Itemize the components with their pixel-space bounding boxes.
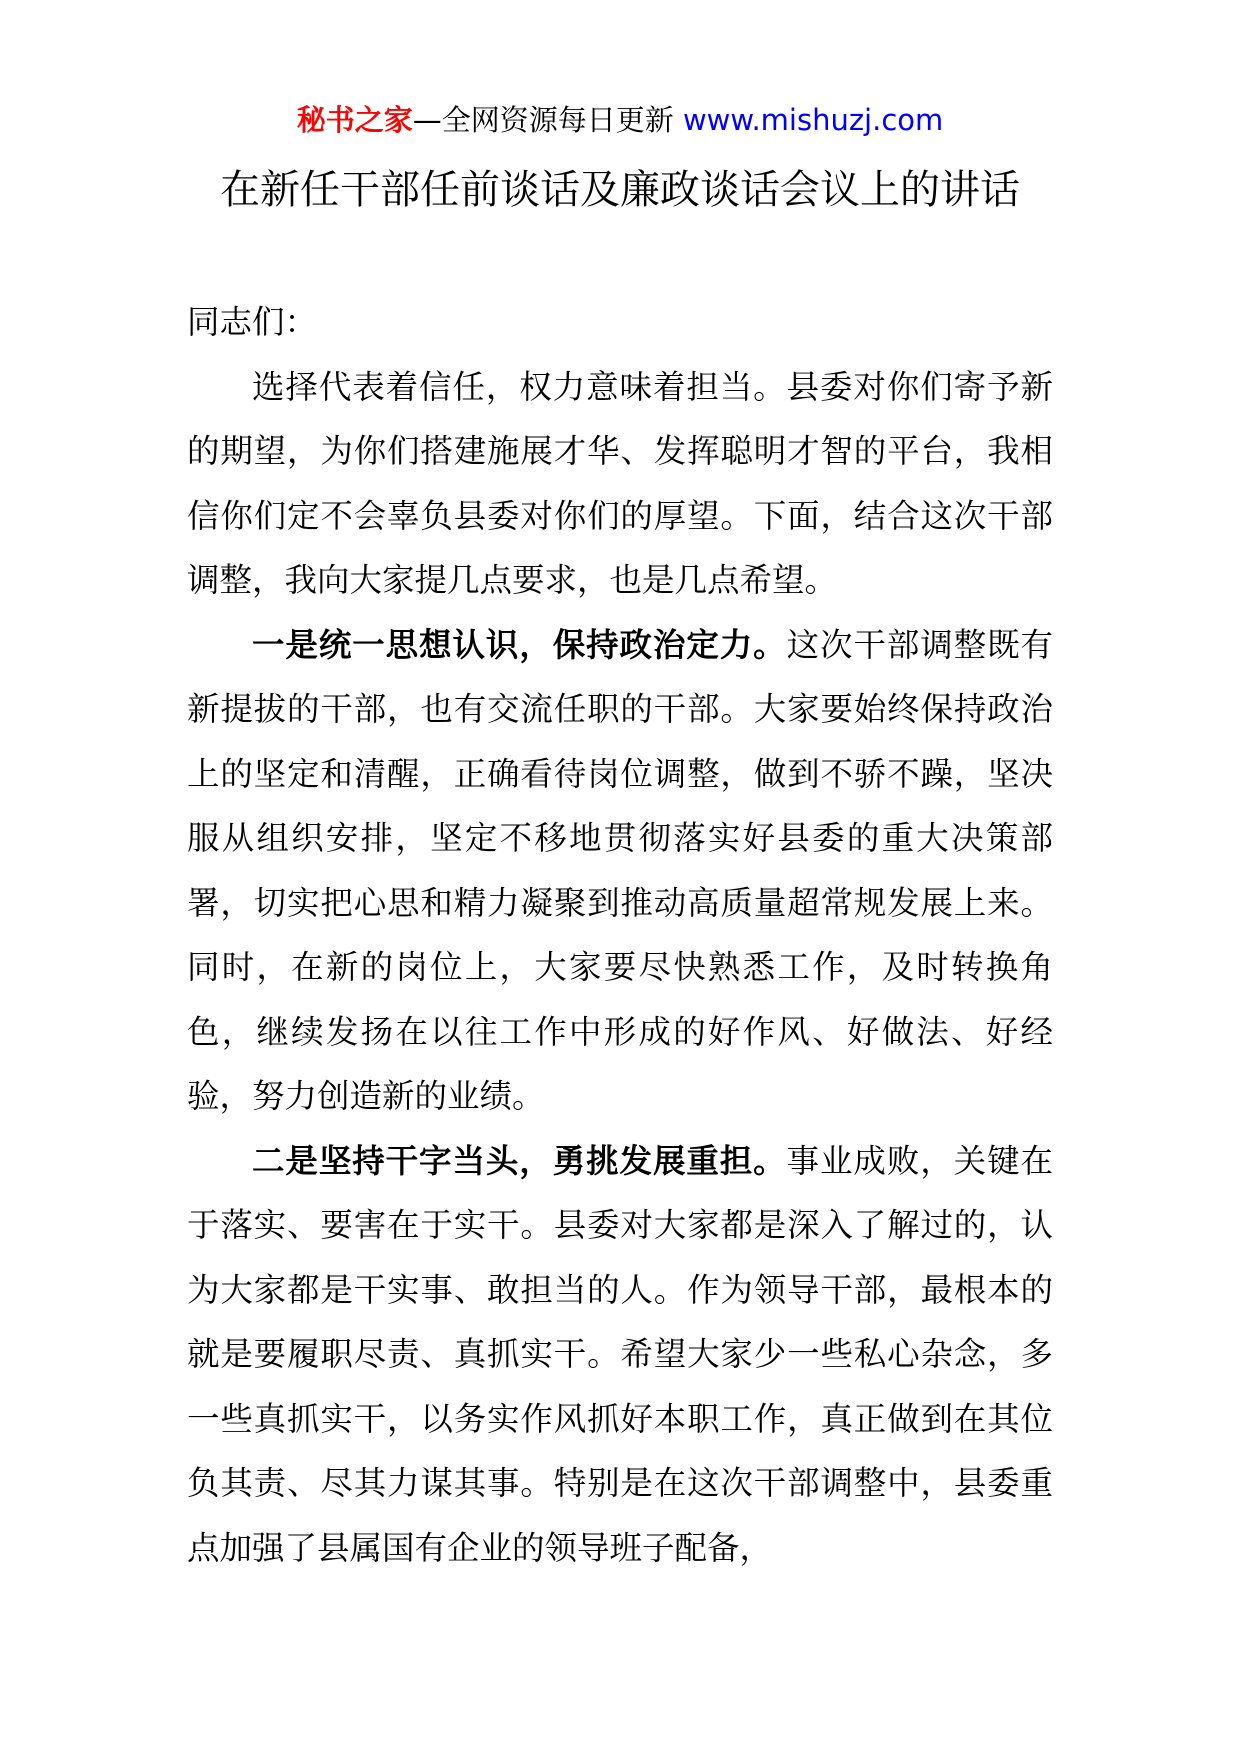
paragraph-text: 这次干部调整既有新提拔的干部，也有交流任职的干部。大家要始终保持政治上的坚定和清醒，正确看待岗位调整，做到不骄不躁，坚决服从组织安排，坚定不移地贯彻落实好县委的重大决策部署，切实把心思和精力凝聚到推动高质量超常规发展上来。同时，在新的岗位上，大家要尽快熟悉工作，及时转换角色，继续发扬在以往工作中形成的好作风、好做法、好经验，努力创造新的业绩。 (187, 625, 1053, 1115)
paragraph-lead: 一是统一思想认识，保持政治定力。 (252, 625, 787, 664)
site-header (0, 98, 1240, 142)
document-title: 在新任干部任前谈话及廉政谈话会议上的讲话 (220, 167, 1020, 213)
paragraph-text: 选择代表着信任，权力意味着担当。县委对你们寄予新的期望，为你们搭建施展才华、发挥聪明才智的平台，我相信你们定不会辜负县委对你们的厚望。下面，结合这次干部调整，我向大家提几点要求，也是几点希望。 (187, 367, 1053, 599)
paragraph (187, 1129, 1053, 1581)
site-url[interactable]: www.mishuzj.com (682, 103, 944, 137)
paragraph-text: 事业成败，关键在于落实、要害在于实干。县委对大家都是深入了解过的，认为大家都是干实事、敢担当的人。作为领导干部，最根本的就是要履职尽责、真抓实干。希望大家少一些私心杂念，多一些真抓实干，以务实作风抓好本职工作，真正做到在其位负其责、尽其力谋其事。特别是在这次干部调整中，县委重点加强了县属国有企业的领导班子配备， (187, 1141, 1053, 1567)
site-brand: 秘书之家 (296, 103, 413, 137)
paragraph (187, 355, 1053, 613)
paragraph-lead: 二是坚持干字当头，勇挑发展重担。 (252, 1141, 787, 1180)
document-body (187, 290, 1053, 1580)
paragraph (187, 613, 1053, 1129)
salutation: 同志们： (187, 303, 318, 341)
site-tagline: —全网资源每日更新 (412, 103, 683, 137)
